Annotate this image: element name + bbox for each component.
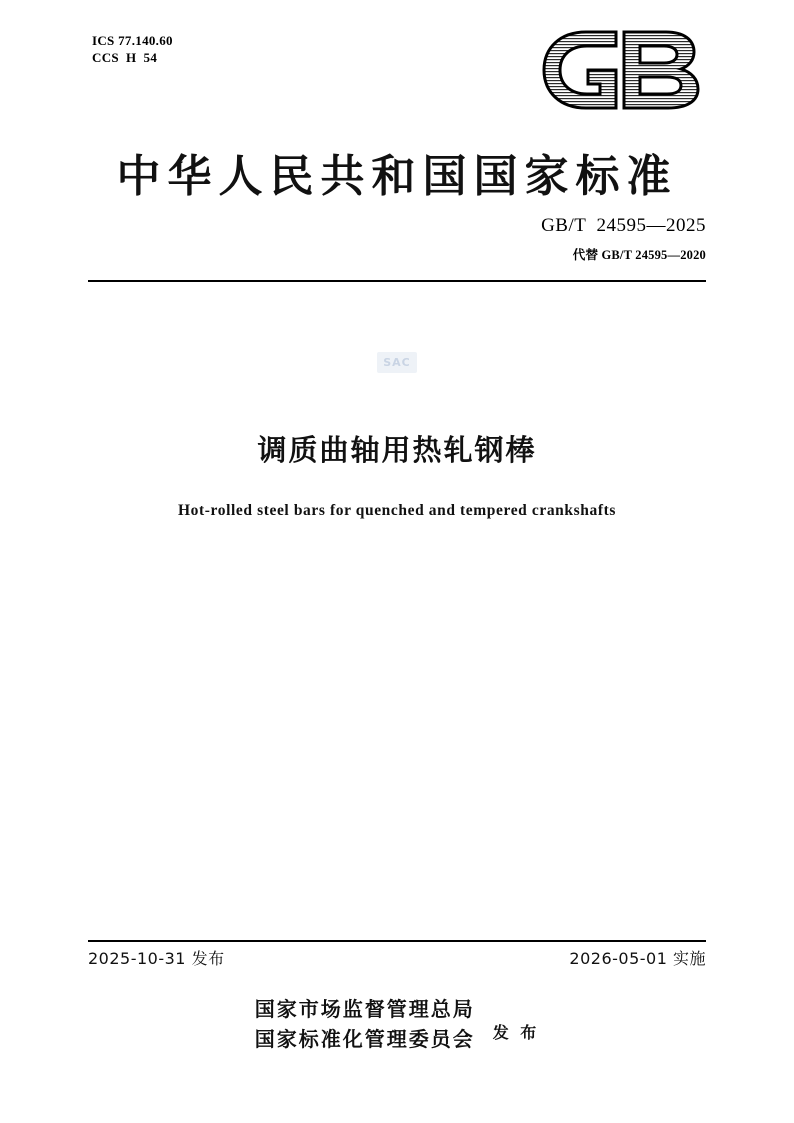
publish-label: 发 布 — [492, 1022, 540, 1042]
date-row — [88, 946, 706, 969]
replaced-standard: 代替 GB/T 24595—2020 — [572, 248, 706, 262]
gb-logo-icon — [538, 26, 708, 114]
sac-watermark-text: SAC — [377, 352, 417, 373]
standard-number: GB/T 24595—2025 — [541, 215, 706, 236]
issue-date: 2025-10-31 发布 — [88, 949, 225, 968]
sac-watermark — [0, 352, 794, 373]
issuer-names — [255, 994, 475, 1054]
divider-top — [88, 280, 706, 282]
issuer-block — [0, 994, 794, 1054]
classification-codes — [92, 32, 173, 66]
ics-code: ICS 77.140.60 — [92, 33, 173, 48]
national-standard-heading: 中华人民共和国国家标准 — [116, 151, 678, 202]
issuer-line-1: 国家市场监督管理总局 — [254, 997, 475, 1021]
document-title-english: Hot-rolled steel bars for quenched and tempered crankshafts — [178, 502, 616, 519]
divider-bottom — [88, 940, 706, 942]
standard-number-block — [541, 215, 706, 263]
ccs-code: CCS H 54 — [92, 50, 158, 65]
implementation-date: 2026-05-01 实施 — [569, 949, 706, 968]
document-title-chinese: 调质曲轴用热轧钢棒 — [257, 433, 537, 467]
issuer-line-2: 国家标准化管理委员会 — [254, 1027, 475, 1051]
